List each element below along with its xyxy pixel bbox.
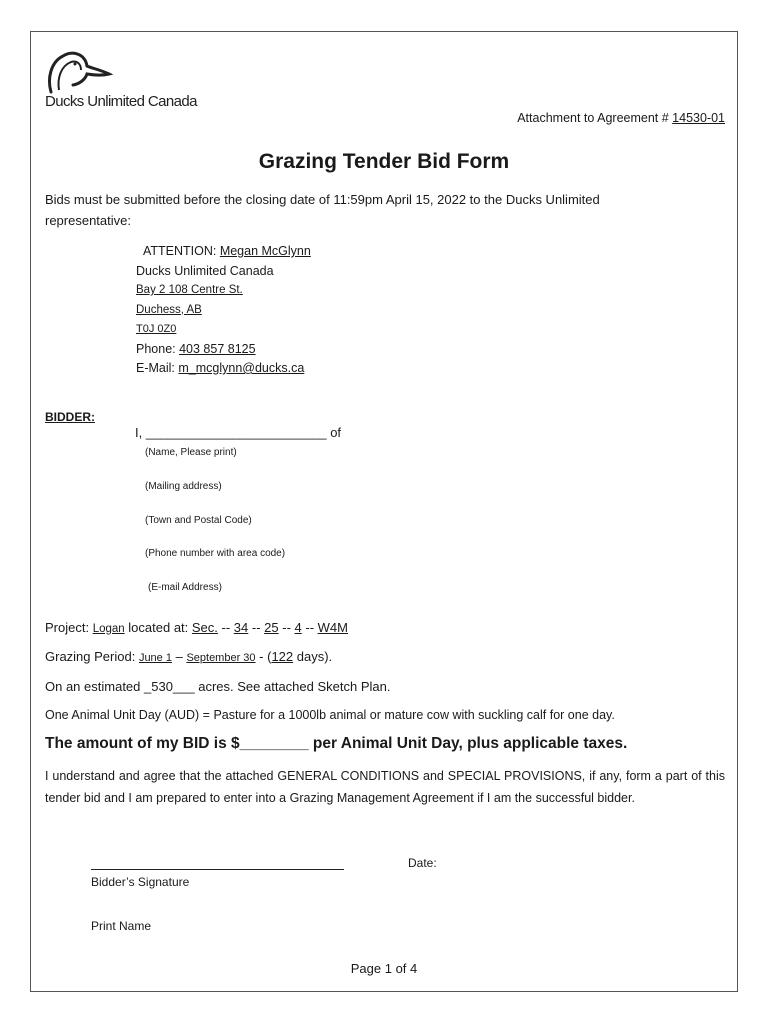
bidder-field-phone: (Phone number with area code) <box>145 548 286 559</box>
document-page <box>30 31 738 992</box>
contact-phone: Phone: 403 857 8125 <box>136 341 256 356</box>
acres-value: _530___ <box>144 679 195 694</box>
page-title: Grazing Tender Bid Form <box>258 150 510 173</box>
bidder-field-email: (E-mail Address) <box>148 582 222 593</box>
bidder-label: BIDDER: <box>45 410 95 424</box>
bidder-field-mailing: (Mailing address) <box>145 481 222 492</box>
bidder-field-name: (Name, Please print) <box>145 447 237 458</box>
signature-label: Bidder’s Signature <box>91 875 190 889</box>
intro-line-1: Bids must be submitted before the closing date of 11:59pm April 15, 2022 to the Ducks Unlimited <box>45 192 600 207</box>
contact-address-1: Bay 2 108 Centre St. <box>136 284 243 296</box>
logo-text: Ducks Unlimited Canada <box>45 93 197 110</box>
signature-line <box>91 869 344 870</box>
contact-address-2: Duchess, AB <box>136 303 202 316</box>
attention-line: ATTENTION: Megan McGlynn <box>142 244 311 258</box>
agreement-reference: Attachment to Agreement # 14530-01 <box>517 111 725 125</box>
bidder-field-town: (Town and Postal Code) <box>145 515 252 526</box>
agreement-paragraph: I understand and agree that the attached GENERAL CONDITIONS and SPECIAL PROVISIONS, if any, form a part of this tender bid and I am prepared to enter into a Grazing Management Agreement if I am the successful bidder. <box>45 769 725 805</box>
agreement-number: 14530-01 <box>672 111 725 125</box>
contact-org: Ducks Unlimited Canada <box>136 263 274 278</box>
contact-email: E-Mail: m_mcglynn@ducks.ca <box>136 361 305 375</box>
contact-block <box>136 242 311 379</box>
duck-logo-icon <box>45 44 115 96</box>
page-number: Page 1 of 4 <box>350 961 418 976</box>
contact-postal: T0J 0Z0 <box>136 323 177 335</box>
bid-amount-line: The amount of my BID is $________ per Animal Unit Day, plus applicable taxes. <box>45 735 628 752</box>
project-line: Project: Logan located at: Sec. -- 34 -- 25 -- 4 -- W4M <box>45 620 348 635</box>
bidder-name-line: I, _________________________ of <box>135 425 342 440</box>
date-label: Date: <box>408 856 437 870</box>
grazing-period-line: Grazing Period: June 1 – September 30 - (122 days). <box>45 649 333 664</box>
acres-line: On an estimated _530___ acres. See attached Sketch Plan. <box>45 679 391 694</box>
intro-line-2: representative: <box>45 213 131 228</box>
print-name-label: Print Name <box>91 919 152 933</box>
aud-definition: One Animal Unit Day (AUD) = Pasture for a 1000lb animal or mature cow with suckling calf for one day. <box>45 708 615 722</box>
